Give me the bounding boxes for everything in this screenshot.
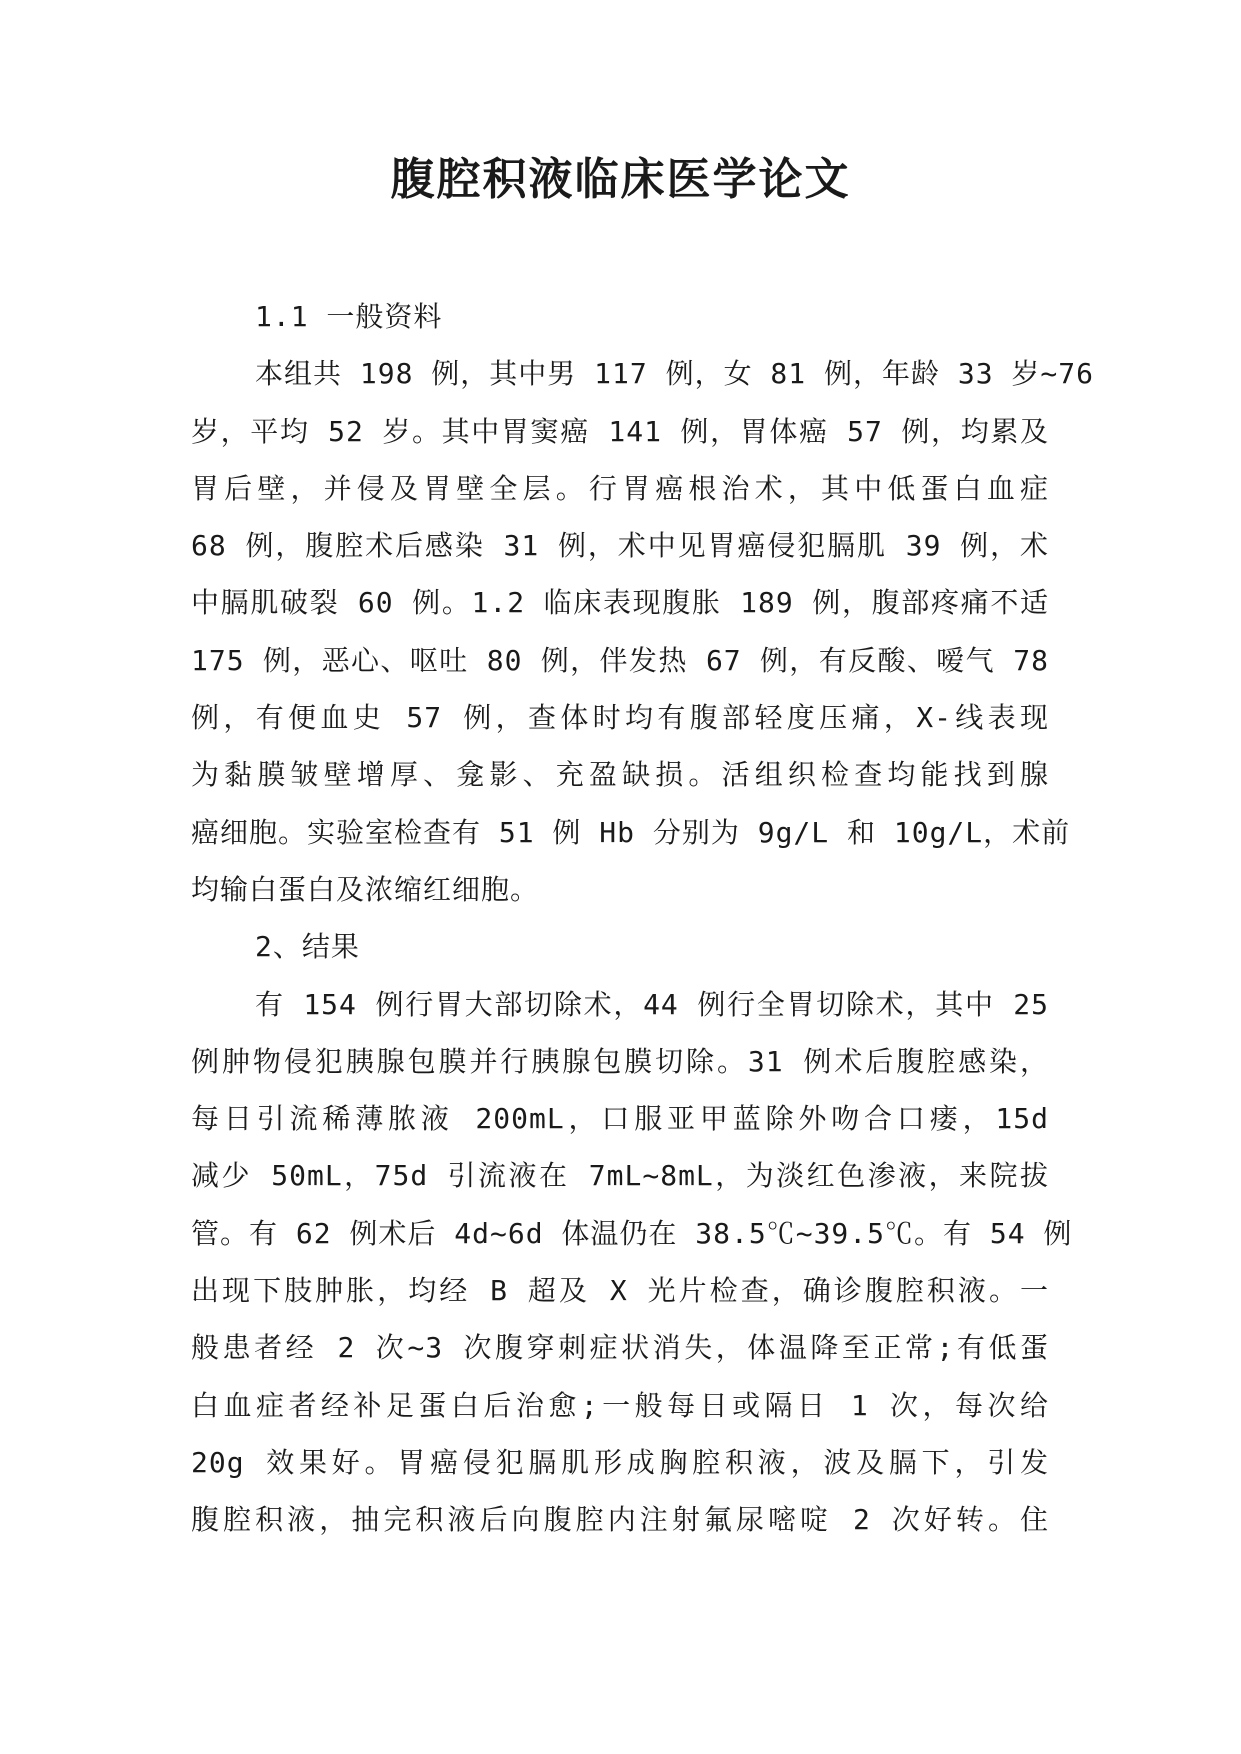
paragraph-line: 68 例，腹腔术后感染 31 例，术中见胃癌侵犯膈肌 39 例，术 bbox=[191, 529, 1049, 563]
paragraph-line: 中膈肌破裂 60 例。1.2 临床表现腹胀 189 例，腹部疼痛不适 bbox=[191, 586, 1049, 620]
paragraph-line: 例肿物侵犯胰腺包膜并行胰腺包膜切除。31 例术后腹腔感染， bbox=[191, 1044, 1049, 1078]
paragraph-line: 管。有 62 例术后 4d~6d 体温仍在 38.5℃~39.5℃。有 54 例 bbox=[191, 1216, 1073, 1250]
paragraph-line: 白血症者经补足蛋白后治愈;一般每日或隔日 1 次，每次给 bbox=[191, 1388, 1049, 1422]
paragraph-line: 减少 50mL，75d 引流液在 7mL~8mL，为淡红色渗液，来院拔 bbox=[191, 1159, 1049, 1193]
paragraph-line: 腹腔积液，抽完积液后向腹腔内注射氟尿嘧啶 2 次好转。住 bbox=[191, 1503, 1049, 1537]
section-heading: 1.1 一般资料 bbox=[255, 300, 443, 333]
paragraph-line: 20g 效果好。胃癌侵犯膈肌形成胸腔积液，波及膈下，引发 bbox=[191, 1445, 1049, 1479]
paragraph-line: 175 例，恶心、呕吐 80 例，伴发热 67 例，有反酸、嗳气 78 bbox=[191, 643, 1049, 677]
document-title: 腹腔积液临床医学论文 bbox=[390, 154, 851, 205]
paragraph-line: 癌细胞。实验室检查有 51 例 Hb 分别为 9g/L 和 10g/L，术前 bbox=[191, 815, 1071, 849]
document-body bbox=[191, 288, 1095, 1549]
paragraph-line: 均输白蛋白及浓缩红细胞。 bbox=[191, 872, 540, 906]
paragraph-line: 每日引流稀薄脓液 200mL，口服亚甲蓝除外吻合口瘘，15d bbox=[191, 1102, 1049, 1136]
paragraph-line: 出现下肢肿胀，均经 B 超及 X 光片检查，确诊腹腔积液。一 bbox=[191, 1274, 1049, 1308]
paragraph-line: 胃后壁，并侵及胃壁全层。行胃癌根治术，其中低蛋白血症 bbox=[191, 471, 1049, 505]
section-heading: 2、结果 bbox=[255, 930, 360, 964]
paragraph-line: 岁，平均 52 岁。其中胃窦癌 141 例，胃体癌 57 例，均累及 bbox=[191, 414, 1049, 448]
paragraph-line: 为黏膜皱壁增厚、龛影、充盈缺损。活组织检查均能找到腺 bbox=[191, 758, 1049, 792]
paragraph-line: 例，有便血史 57 例，查体时均有腹部轻度压痛，X-线表现 bbox=[191, 701, 1049, 735]
paragraph-line: 般患者经 2 次~3 次腹穿刺症状消失，体温降至正常;有低蛋 bbox=[191, 1331, 1049, 1365]
paragraph-line: 有 154 例行胃大部切除术，44 例行全胃切除术，其中 25 bbox=[255, 987, 1049, 1021]
paragraph-line: 本组共 198 例，其中男 117 例，女 81 例，年龄 33 岁~76 bbox=[255, 357, 1095, 391]
